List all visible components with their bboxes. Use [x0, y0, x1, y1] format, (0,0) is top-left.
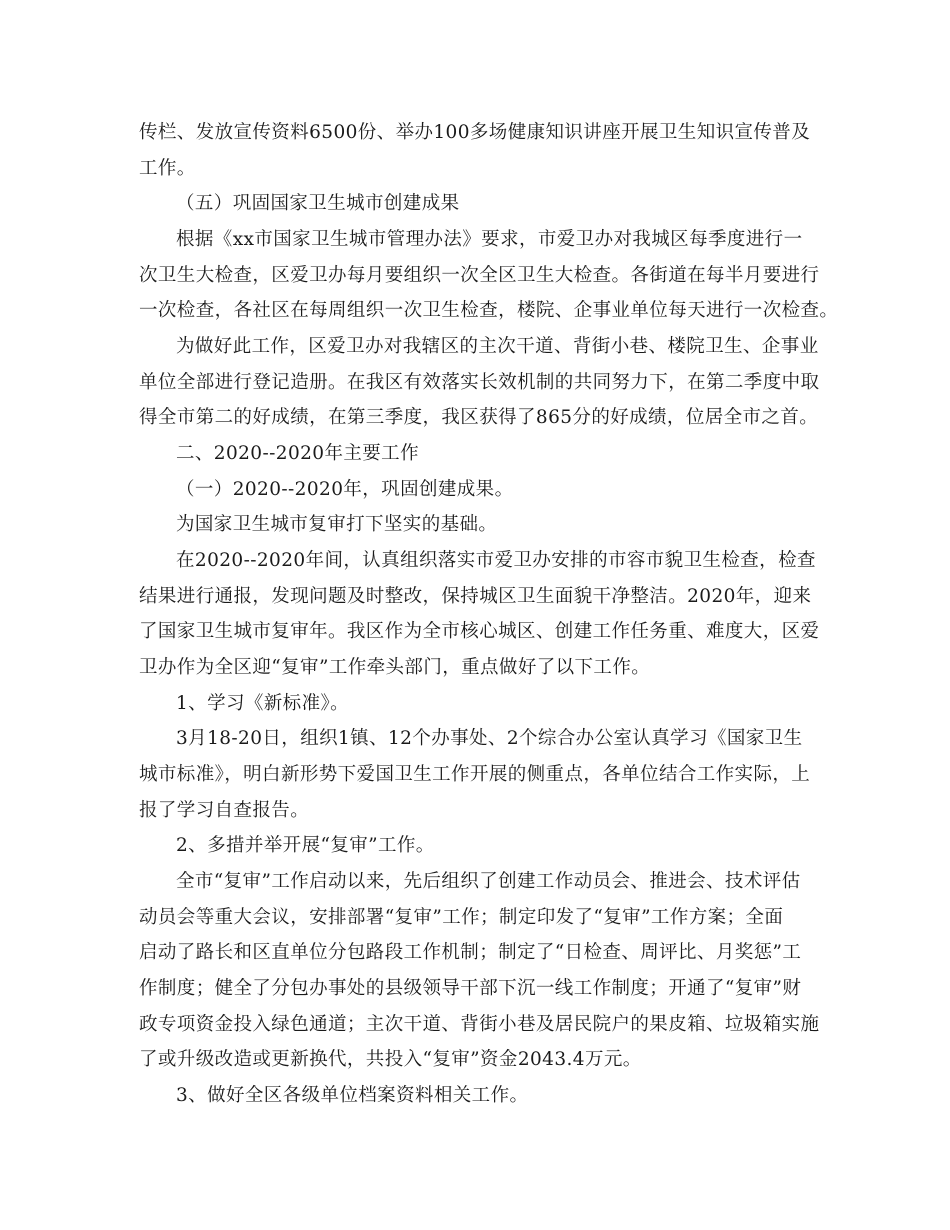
section-heading: 二、2020--2020年主要工作	[176, 443, 419, 464]
text-line: 政专项资金投入绿色通道；主次干道、背街小巷及居民院户的果皮箱、垃圾箱实施	[139, 1014, 820, 1035]
text-line: 为国家卫生城市复审打下坚实的基础。	[176, 514, 498, 535]
text-line: 根据《xx市国家卫生城市管理办法》要求，市爱卫办对我城区每季度进行一	[176, 229, 803, 250]
text-line: 得全市第二的好成绩，在第三季度，我区获得了865分的好成绩，位居全市之首。	[139, 407, 819, 428]
text-line: 在2020--2020年间，认真组织落实市爱卫办安排的市容市貌卫生检查，检查	[176, 550, 816, 571]
text-line: 卫办作为全区迎“复审”工作牵头部门，重点做好了以下工作。	[139, 657, 651, 678]
text-line: 作制度；健全了分包办事处的县级领导干部下沉一线工作制度；开通了“复审”财	[139, 978, 802, 999]
text-line: 结果进行通报，发现问题及时整改，保持城区卫生面貌干净整洁。2020年，迎来	[139, 586, 812, 607]
text-line: 城市标准》，明白新形势下爱国卫生工作开展的侧重点，各单位结合工作实际，上	[139, 764, 811, 785]
section-heading: （一）2020--2020年，巩固创建成果。	[176, 479, 514, 500]
text-line: 工作。	[139, 158, 196, 179]
section-heading: （五）巩固国家卫生城市创建成果	[176, 193, 460, 214]
section-heading: 3、做好全区各级单位档案资料相关工作。	[176, 1085, 529, 1106]
text-line: 动员会等重大会议，安排部署“复审”工作；制定印发了“复审”工作方案；全面	[139, 907, 784, 928]
text-line: 3月18-20日，组织1镇、12个办事处、2个综合办公室认真学习《国家卫生	[176, 728, 803, 749]
text-line: 了国家卫生城市复审年。我区作为全市核心城区、创建工作任务重、难度大，区爱	[139, 621, 820, 642]
text-line: 全市“复审”工作启动以来，先后组织了创建工作动员会、推进会、技术评估	[176, 871, 801, 892]
text-line: 了或升级改造或更新换代，共投入“复审”资金2043.4万元。	[139, 1049, 642, 1070]
section-heading: 2、多措并举开展“复审”工作。	[176, 835, 435, 856]
section-heading: 1、学习《新标准》。	[176, 693, 350, 714]
text-line: 启动了路长和区直单位分包路段工作机制；制定了“日检查、周评比、月奖惩”工	[139, 942, 802, 963]
text-line: 为做好此工作，区爱卫办对我辖区的主次干道、背街小巷、楼院卫生、企事业	[176, 336, 819, 357]
text-line: 报了学习自查报告。	[139, 800, 310, 821]
text-line: 传栏、发放宣传资料6500份、举办100多场健康知识讲座开展卫生知识宣传普及	[139, 122, 811, 143]
text-line: 一次检查，各社区在每周组织一次卫生检查，楼院、企事业单位每天进行一次检查。	[139, 300, 839, 321]
text-line: 次卫生大检查，区爱卫办每月要组织一次全区卫生大检查。各街道在每半月要进行	[139, 265, 820, 286]
text-line: 单位全部进行登记造册。在我区有效落实长效机制的共同努力下，在第二季度中取	[139, 372, 820, 393]
